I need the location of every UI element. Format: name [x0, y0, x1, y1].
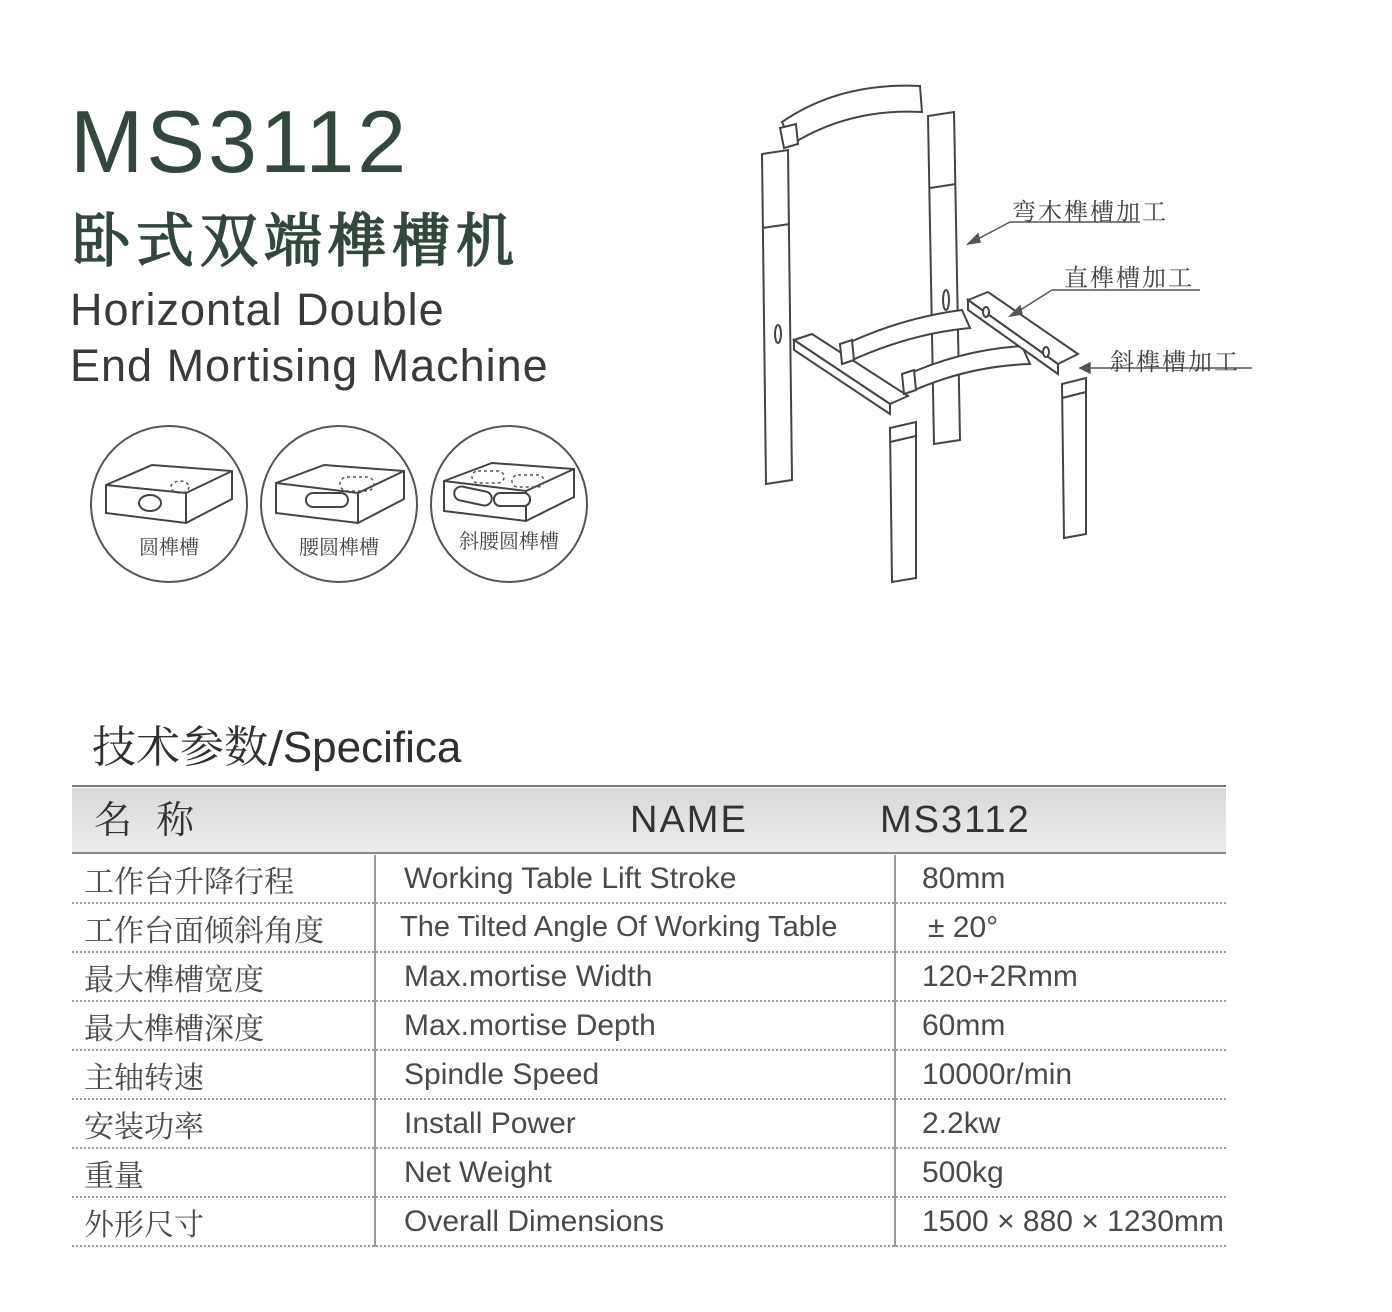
param-en: Working Table Lift Stroke — [375, 855, 895, 903]
product-title-en — [70, 282, 549, 394]
product-title-en-line1: Horizontal Double — [70, 284, 445, 335]
badge-round-mortise — [90, 425, 248, 583]
table-row — [72, 1099, 1226, 1148]
param-value: 80mm — [895, 855, 1226, 903]
param-value: 60mm — [895, 1001, 1226, 1050]
table-row — [72, 1197, 1226, 1246]
param-value: 1500 × 880 × 1230mm — [895, 1197, 1226, 1246]
callout-inclined-mortise: 斜榫槽加工 — [1110, 348, 1240, 376]
param-cn: 外形尺寸 — [72, 1197, 375, 1246]
badge-inclined-oval-mortise — [430, 425, 588, 583]
badge-oval-mortise — [260, 425, 418, 583]
param-en: The Tilted Angle Of Working Table — [375, 903, 895, 952]
table-row — [72, 1050, 1226, 1099]
badge-label: 腰圆榫槽 — [299, 535, 379, 559]
header-name-cn: 名 称 — [94, 798, 195, 842]
table-row — [72, 855, 1226, 903]
spec-title-cn: 技术参数/ — [92, 722, 283, 773]
table-row — [72, 952, 1226, 1001]
param-cn: 最大榫槽深度 — [72, 1001, 375, 1050]
param-en: Net Weight — [375, 1148, 895, 1197]
param-en: Overall Dimensions — [375, 1197, 895, 1246]
param-en: Max.mortise Depth — [375, 1001, 895, 1050]
param-cn: 工作台面倾斜角度 — [72, 903, 375, 952]
param-en: Max.mortise Width — [375, 952, 895, 1001]
spec-title-en: Specifica — [282, 723, 462, 772]
param-cn: 重量 — [72, 1148, 375, 1197]
param-value: ± 20° — [895, 903, 1226, 952]
mortise-type-badges — [90, 425, 590, 585]
callout-curved-mortise: 弯木榫槽加工 — [1012, 198, 1168, 226]
spec-table — [72, 855, 1226, 1247]
chair-frame-icon — [740, 78, 1300, 598]
param-value: 120+2Rmm — [895, 952, 1226, 1001]
param-cn: 安装功率 — [72, 1099, 375, 1148]
header-model: MS3112 — [880, 799, 1031, 841]
table-row — [72, 903, 1226, 952]
product-title-cn: 卧式双端榫槽机 — [72, 207, 521, 275]
spec-section-title — [92, 722, 462, 773]
param-en: Install Power — [375, 1099, 895, 1148]
table-row — [72, 1001, 1226, 1050]
param-cn: 最大榫槽宽度 — [72, 952, 375, 1001]
spec-table-header — [72, 788, 1226, 854]
param-value: 500kg — [895, 1148, 1226, 1197]
callout-straight-mortise: 直榫槽加工 — [1064, 264, 1194, 292]
param-cn: 主轴转速 — [72, 1050, 375, 1099]
param-value: 2.2kw — [895, 1099, 1226, 1148]
badge-label: 斜腰圆榫槽 — [459, 529, 559, 553]
product-title-en-line2: End Mortising Machine — [70, 340, 549, 391]
header-name-en: NAME — [630, 799, 748, 841]
model-number: MS3112 — [70, 92, 410, 191]
inclined-oval-mortise-icon — [432, 427, 586, 581]
table-row — [72, 1148, 1226, 1197]
param-value: 10000r/min — [895, 1050, 1226, 1099]
param-cn: 工作台升降行程 — [72, 855, 375, 903]
param-en: Spindle Speed — [375, 1050, 895, 1099]
badge-label: 圆榫槽 — [139, 535, 199, 559]
divider — [72, 785, 1226, 787]
